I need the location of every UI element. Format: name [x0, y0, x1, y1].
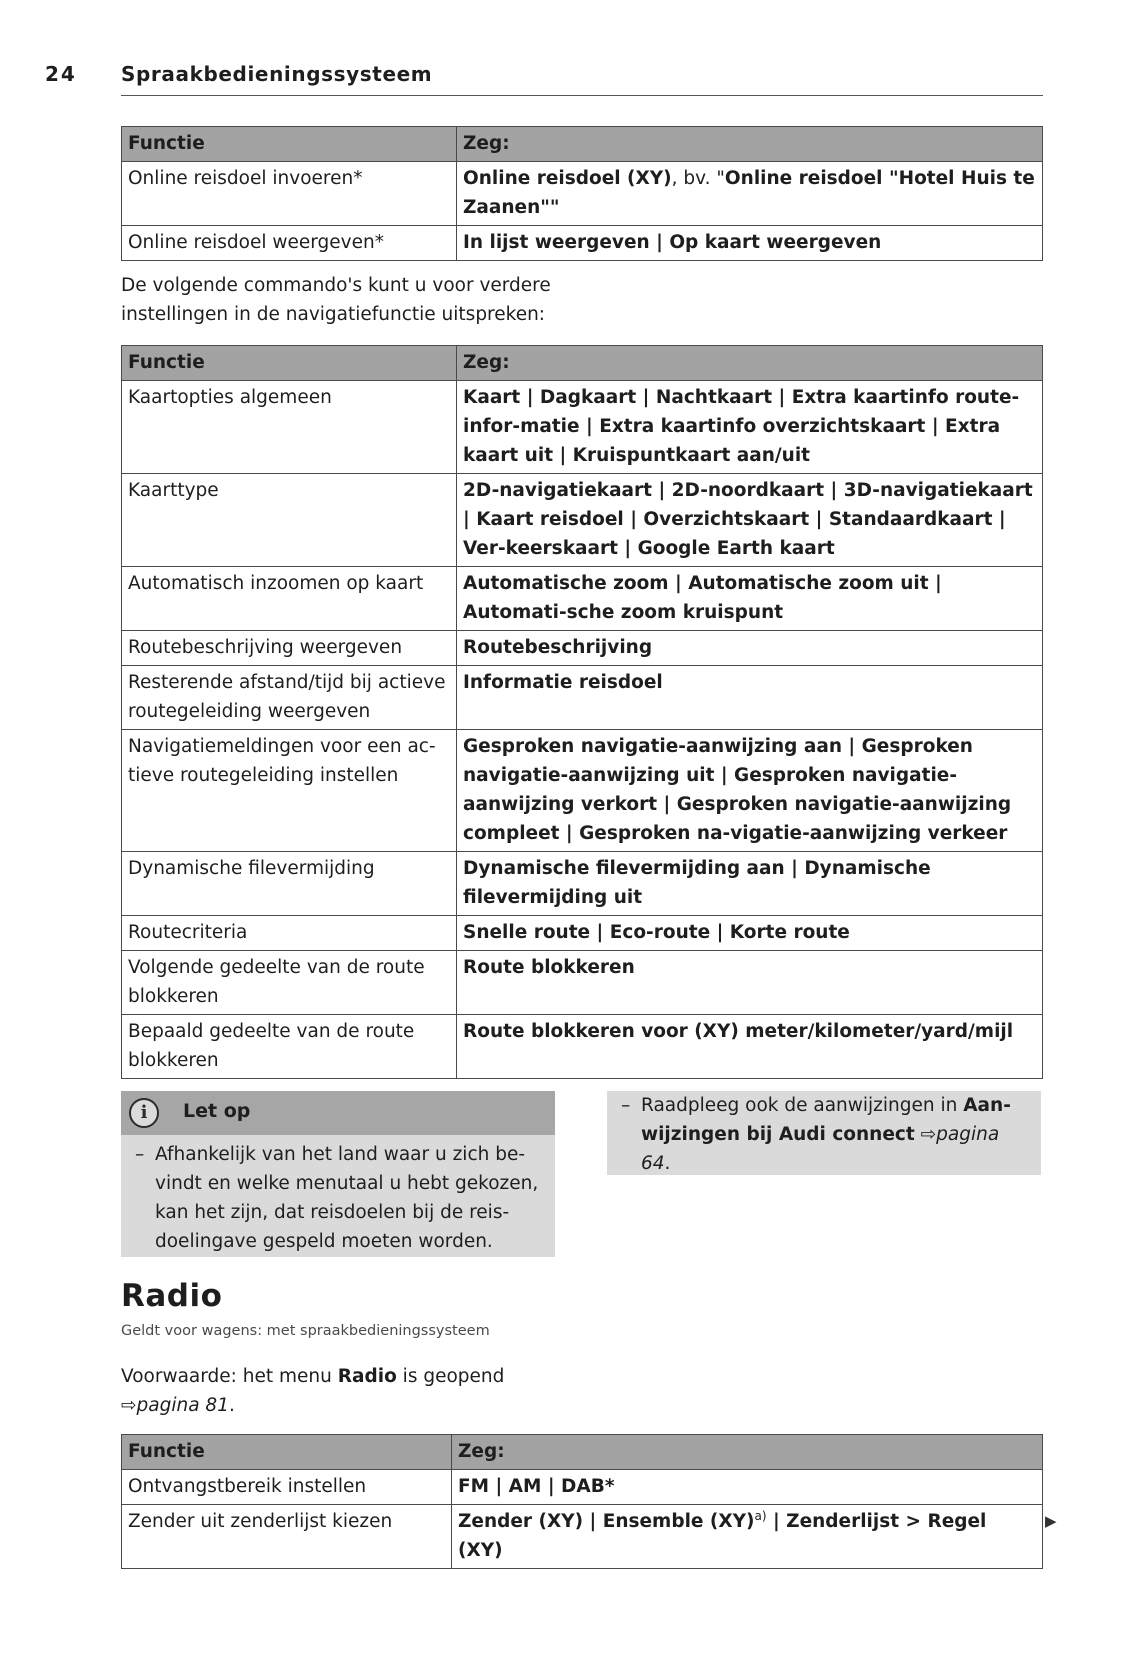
column-header: Functie [122, 1435, 452, 1470]
column-header: Zeg: [452, 1435, 1043, 1470]
aside-bold-link: Aan-wijzingen bij Audi connect [641, 1095, 1011, 1145]
chapter-title: Spraakbedieningssysteem [121, 62, 433, 86]
function-cell: Kaartopties algemeen [122, 381, 457, 474]
intro-paragraph: De volgende commando's kunt u voor verdere instellingen in de navigatiefunctie uitspreken: [121, 275, 551, 325]
command-cell: 2D-navigatiekaart | 2D-noordkaart | 3D-navigatiekaart | Kaart reisdoel | Overzichtskaart | Standaardkaart | Ver-keerskaart | Google Earth kaart [457, 474, 1043, 567]
command-cell: FM | AM | DAB* [452, 1470, 1043, 1505]
table-row [122, 951, 1043, 1015]
table-row [122, 381, 1043, 474]
command-cell: Gesproken navigatie-aanwijzing aan | Gesproken navigatie-aanwijzing uit | Gesproken navigatie-aanwijzing verkort | Gesproken navigatie-aanwijzing compleet | Gesproken na-vigatie-aanwijzing verkeer [457, 730, 1043, 852]
command-cell: In lijst weergeven | Op kaart weergeven [457, 226, 1043, 261]
note-body [121, 1135, 555, 1256]
table-row [122, 1470, 1043, 1505]
aside-box: – Raadpleeg ook de aanwijzingen in Aan-wijzingen bij Audi connect ⇨pagina 64. [607, 1091, 1041, 1175]
footnote-marker: a) [754, 1508, 767, 1523]
note-text: Afhankelijk van het land waar u zich be-vindt en welke menutaal u hebt gekozen, kan het zijn, dat reisdoelen bij de reis-doelingave gespeld moeten worden. [155, 1144, 539, 1252]
function-cell: Bepaald gedeelte van de route blokkeren [122, 1015, 457, 1079]
command-cell: Route blokkeren [457, 951, 1043, 1015]
function-cell: Zender uit zenderlijst kiezen [122, 1505, 452, 1569]
table-row [122, 916, 1043, 951]
continue-arrow-icon: ▶ [1045, 1512, 1057, 1530]
function-cell: Ontvangstbereik instellen [122, 1470, 452, 1505]
function-cell: Online reisdoel invoeren* [122, 162, 457, 226]
note-box [121, 1091, 555, 1257]
function-cell: Navigatiemeldingen voor een ac-tieve routegeleiding instellen [122, 730, 457, 852]
command-cell: Zender (XY) | Ensemble (XY)$^{a)}$ | Zenderlijst > Regel (XY) [452, 1505, 1043, 1569]
function-cell: Automatisch inzoomen op kaart [122, 567, 457, 631]
ref-arrow-icon: ⇨ [121, 1395, 137, 1416]
page-header [45, 62, 1042, 96]
bullet-dash: – [135, 1144, 145, 1165]
note-header [121, 1091, 555, 1135]
function-cell: Routecriteria [122, 916, 457, 951]
command-cell: Routebeschrijving [457, 631, 1043, 666]
page-reference: pagina 64 [641, 1124, 1000, 1174]
bullet-dash: – [621, 1095, 631, 1116]
radio-commands-table [121, 1434, 1043, 1569]
command-cell: Kaart | Dagkaart | Nachtkaart | Extra kaartinfo route-infor-matie | Extra kaartinfo overzichtskaart | Extra kaart uit | Kruispuntkaart aan/uit [457, 381, 1043, 474]
command-cell: Route blokkeren voor (XY) meter/kilometer/yard/mijl [457, 1015, 1043, 1079]
header-rule [121, 95, 1043, 96]
table-row [122, 1015, 1043, 1079]
page-number: 24 [45, 62, 77, 86]
table-header-row [122, 127, 1043, 162]
command-cell: Snelle route | Eco-route | Korte route [457, 916, 1043, 951]
page-reference: pagina 81 [136, 1395, 229, 1416]
function-cell: Routebeschrijving weergeven [122, 631, 457, 666]
table-row [122, 162, 1043, 226]
online-destination-table [121, 126, 1043, 261]
table-row [122, 1505, 1043, 1569]
applies-to: Geldt voor wagens: met spraakbedieningssysteem [121, 1323, 490, 1339]
prerequisite-paragraph: Voorwaarde: het menu Radio is geopend ⇨pagina 81. [121, 1366, 505, 1416]
column-header: Functie [122, 127, 457, 162]
function-cell: Volgende gedeelte van de route blokkeren [122, 951, 457, 1015]
ref-arrow-icon: ⇨ [920, 1124, 937, 1145]
column-header: Zeg: [457, 127, 1043, 162]
table-row [122, 567, 1043, 631]
function-cell: Kaarttype [122, 474, 457, 567]
command-cell: Dynamische filevermijding aan | Dynamische filevermijding uit [457, 852, 1043, 916]
command-cell: Automatische zoom | Automatische zoom uit | Automati-sche zoom kruispunt [457, 567, 1043, 631]
command-cell: Informatie reisdoel [457, 666, 1043, 730]
column-header: Functie [122, 346, 457, 381]
function-cell: Online reisdoel weergeven* [122, 226, 457, 261]
column-header: Zeg: [457, 346, 1043, 381]
note-title: Let op [183, 1100, 251, 1122]
function-cell: Dynamische filevermijding [122, 852, 457, 916]
navigation-settings-table [121, 345, 1043, 1079]
table-row [122, 852, 1043, 916]
table-row [122, 474, 1043, 567]
table-row [122, 730, 1043, 852]
command-cell: Online reisdoel (XY), bv. "Online reisdoel "Hotel Huis te Zaanen"" [457, 162, 1043, 226]
section-heading: Radio [121, 1278, 223, 1314]
aside-text: Raadpleeg ook de aanwijzingen in [641, 1095, 964, 1116]
table-row [122, 631, 1043, 666]
table-row [122, 226, 1043, 261]
table-header-row [122, 1435, 1043, 1470]
table-row [122, 666, 1043, 730]
info-icon: i [129, 1098, 159, 1128]
table-header-row [122, 346, 1043, 381]
function-cell: Resterende afstand/tijd bij actieve routegeleiding weergeven [122, 666, 457, 730]
